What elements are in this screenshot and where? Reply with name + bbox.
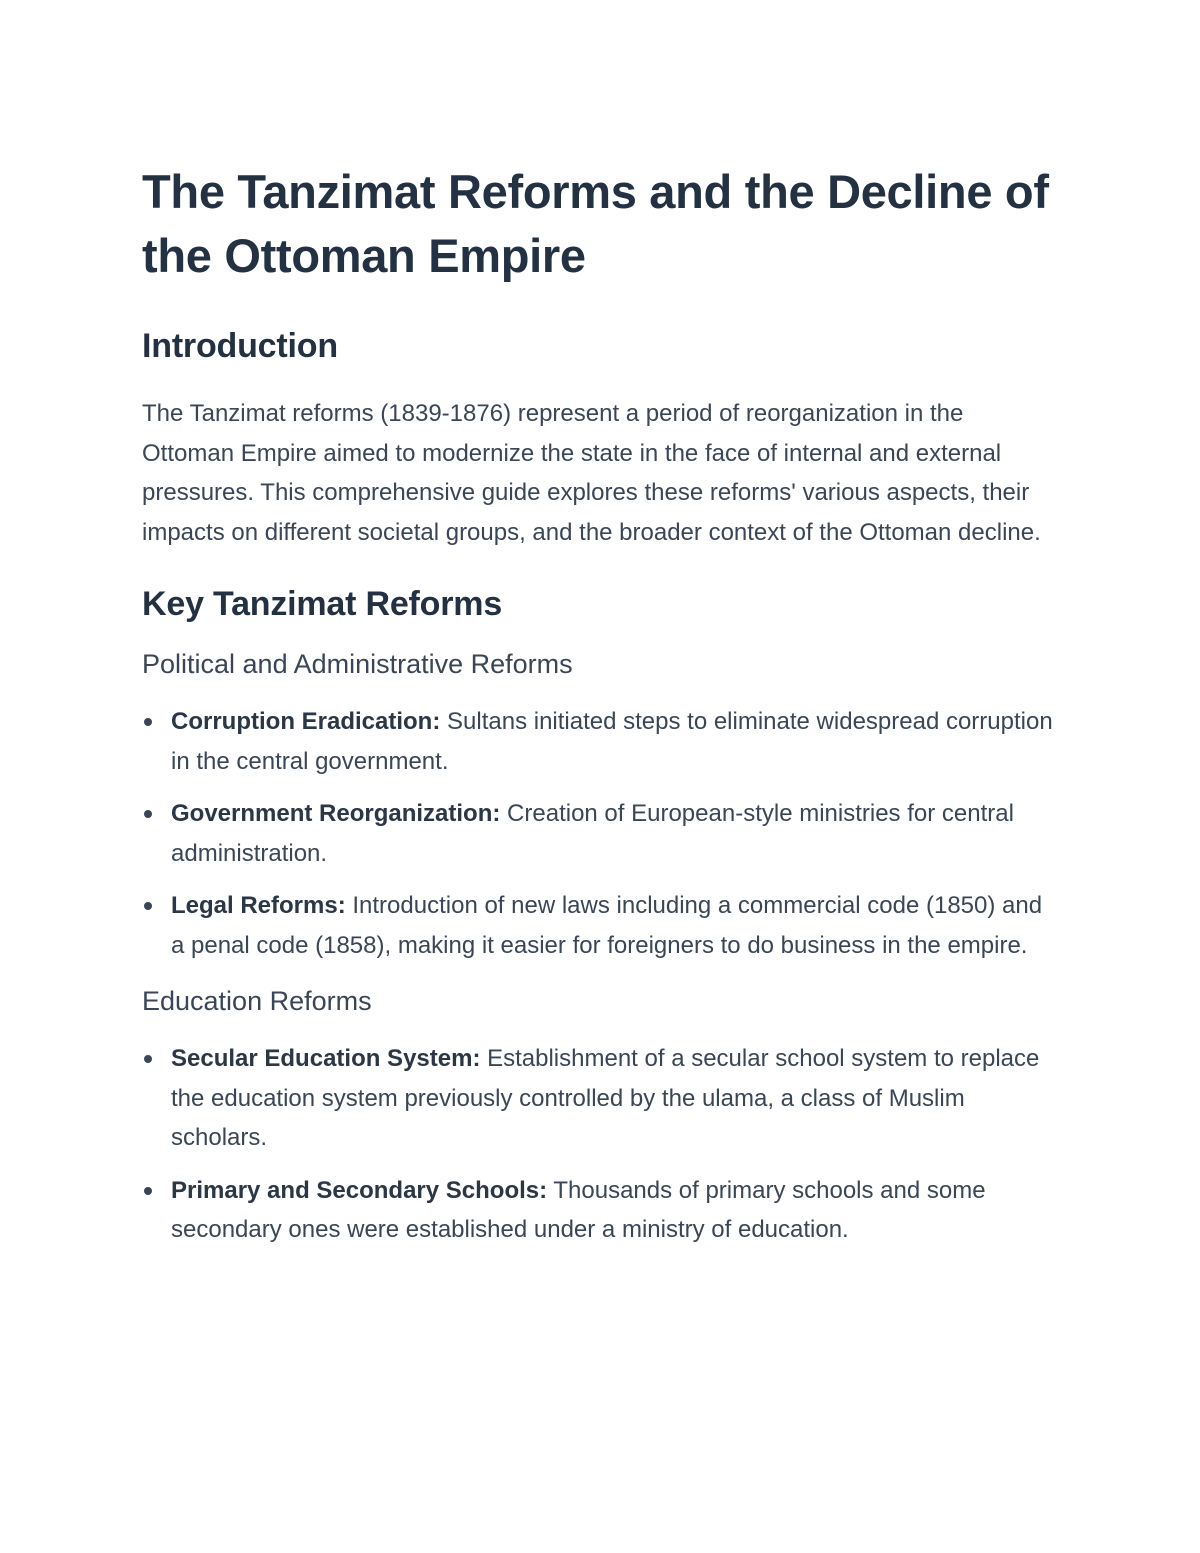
list-item-term: Government Reorganization: [171,800,501,827]
list-item [142,886,1060,965]
list-item-text: Establishment of a secular school system to replace the education system previously controlled by the ulama, a class of Muslim scholars. [171,1045,1040,1151]
list-item-text: Sultans initiated steps to eliminate widespread corruption in the central government. [171,708,1053,775]
document-title: The Tanzimat Reforms and the Decline of the Ottoman Empire [142,165,1049,282]
list-item-term: Corruption Eradication: [171,708,441,735]
list-item [142,702,1060,781]
bullet-icon [144,1187,152,1195]
list-item-text: Introduction of new laws including a commercial code (1850) and a penal code (1858), making it easier for foreigners to do business in the empire. [171,892,1043,959]
list-item [142,1039,1060,1158]
document-page [142,160,1060,1250]
list-item [142,1171,1060,1250]
bullet-icon [144,810,152,818]
bullet-icon [144,1055,152,1063]
bullet-icon [144,902,152,910]
list-item-term: Primary and Secondary Schools: [171,1176,548,1204]
bullet-icon [144,718,152,726]
list-item-term: Legal Reforms: [171,892,346,919]
list-item-text: Thousands of primary schools and some secondary ones were established under a ministry of education. [171,1176,986,1243]
education-reforms-heading: Education Reforms [142,986,372,1016]
list-item [142,794,1060,873]
political-reforms-heading: Political and Administrative Reforms [142,649,573,679]
introduction-heading: Introduction [142,327,338,365]
list-item-term: Secular Education System: [171,1045,481,1072]
education-reforms-list [142,1039,1060,1250]
political-reforms-list [142,702,1060,965]
key-reforms-heading: Key Tanzimat Reforms [142,585,503,623]
introduction-paragraph: The Tanzimat reforms (1839-1876) represent a period of reorganization in the Ottoman Empire aimed to modernize the state in the face of internal and external pressures. This comprehensive guide explores these reforms' various aspects, their impacts on different societal groups, and the broader context of the Ottoman decline. [142,400,1041,546]
list-item-text: Creation of European-style ministries for central administration. [171,800,1014,867]
